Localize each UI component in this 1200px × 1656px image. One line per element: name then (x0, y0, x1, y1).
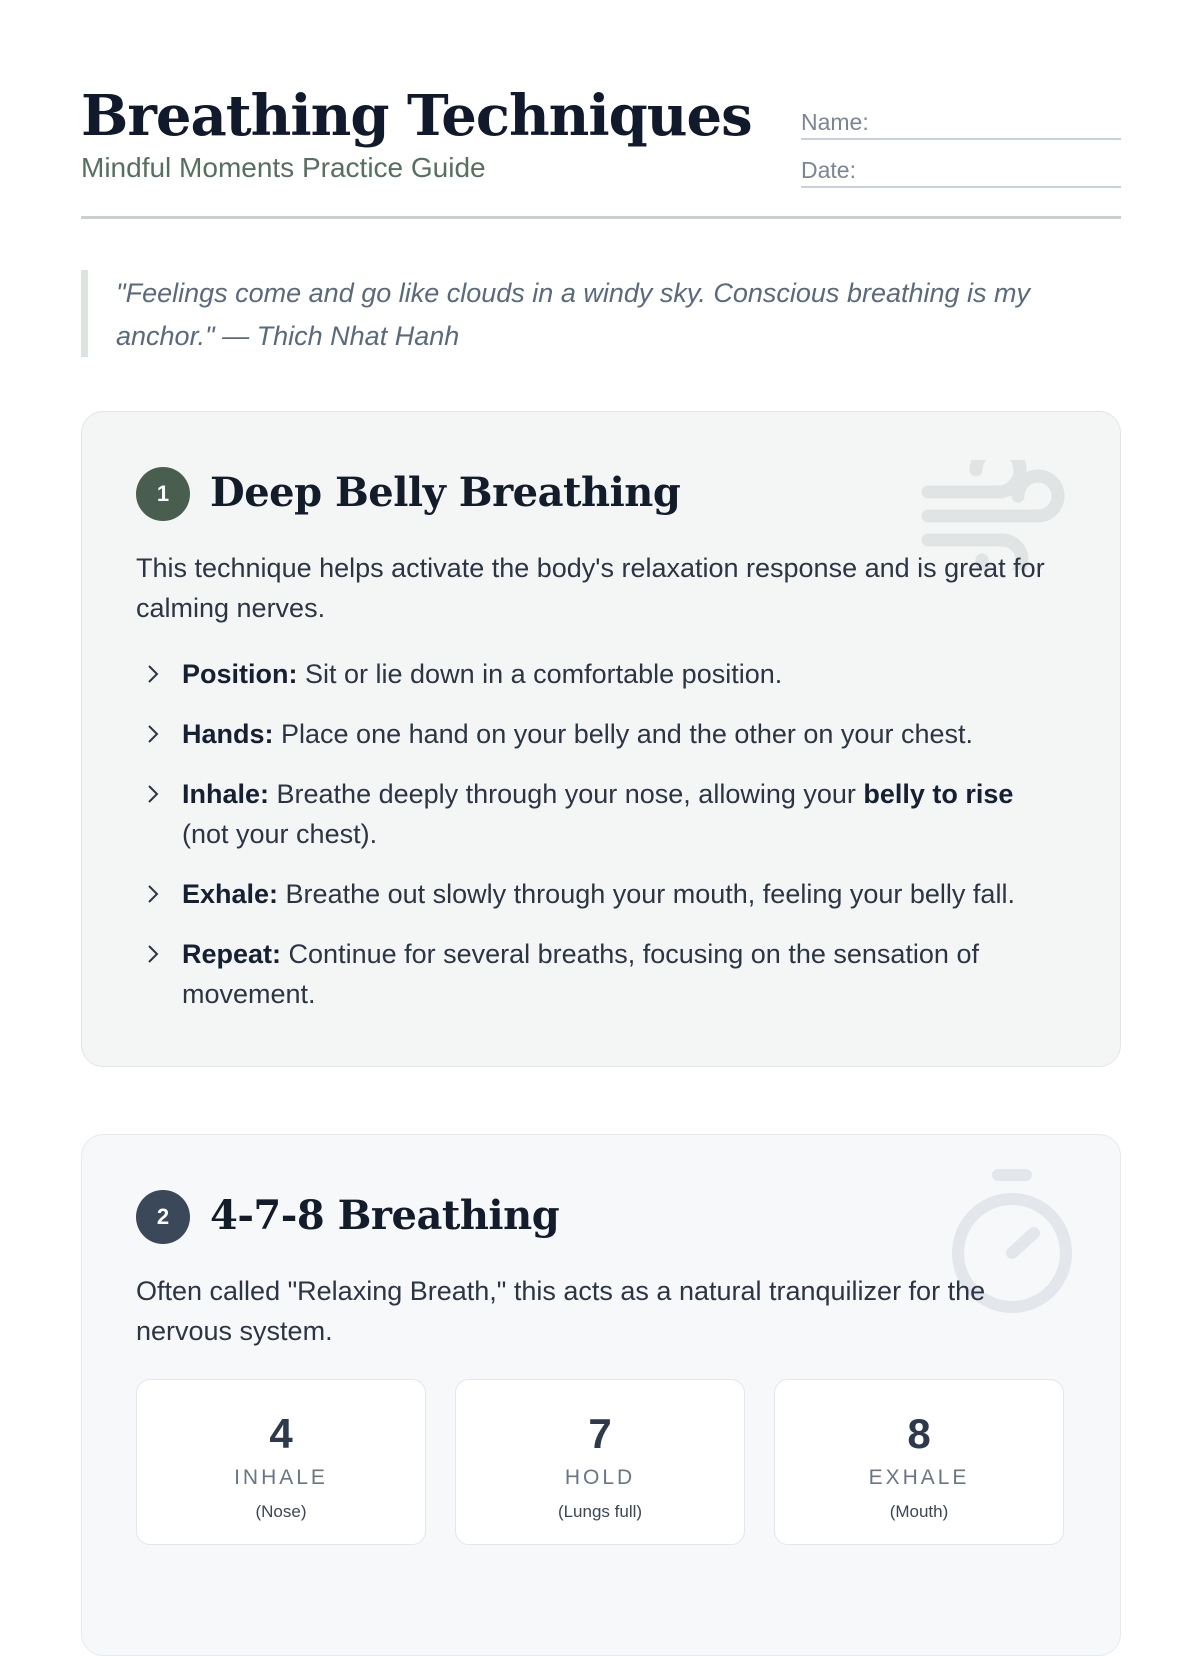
chevron-right-icon (146, 884, 160, 904)
step-number-badge: 2 (136, 1190, 190, 1244)
list-item (136, 874, 1056, 914)
page-subtitle: Mindful Moments Practice Guide (81, 152, 486, 183)
inhale-box (136, 1379, 426, 1545)
instruction-list (136, 654, 1056, 1014)
step-emphasis: belly to rise (863, 779, 1014, 809)
technique-card-deep-belly (81, 411, 1121, 1067)
exhale-label: EXHALE (868, 1466, 970, 1489)
technique-card-4-7-8 (81, 1134, 1121, 1656)
technique-description: Often called "Relaxing Breath," this acts as a natural tranquilizer for the nervous system. (136, 1276, 986, 1346)
step-text: Breathe deeply through your nose, allowing your (269, 779, 864, 809)
inhale-sub: (Nose) (255, 1502, 307, 1521)
hold-label: HOLD (564, 1466, 636, 1489)
page-title: Breathing Techniques (81, 83, 752, 149)
technique-title: 4-7-8 Breathing (210, 1192, 560, 1239)
header (81, 0, 1121, 219)
step-label: Inhale: (182, 779, 270, 809)
step-text: Breathe out slowly through your mouth, feeling your belly fall. (278, 879, 1015, 909)
step-text: Place one hand on your belly and the other on your chest. (273, 719, 973, 749)
technique-description: This technique helps activate the body's relaxation response and is great for calming nerves. (136, 553, 1045, 623)
list-item (136, 774, 1056, 854)
date-label: Date: (801, 157, 856, 183)
quote-text: "Feelings come and go like clouds in a windy sky. Conscious breathing is my anchor." — Thich Nhat Hanh (116, 278, 1031, 351)
step-text: Sit or lie down in a comfortable position. (297, 659, 783, 689)
exhale-sub: (Mouth) (889, 1502, 949, 1521)
step-label: Repeat: (182, 939, 282, 969)
list-item (136, 714, 1056, 754)
name-label: Name: (801, 109, 869, 135)
hold-count: 7 (588, 1410, 612, 1457)
step-label: Hands: (182, 719, 274, 749)
chevron-right-icon (146, 784, 160, 804)
quote-block (81, 270, 1128, 357)
chevron-right-icon (146, 724, 160, 744)
technique-title: Deep Belly Breathing (210, 469, 681, 516)
hold-box (455, 1379, 745, 1545)
date-field[interactable] (801, 148, 1121, 188)
inhale-label: INHALE (234, 1466, 328, 1489)
inhale-count: 4 (269, 1410, 293, 1457)
chevron-right-icon (146, 664, 160, 684)
step-text: Continue for several breaths, focusing on the sensation of movement. (182, 939, 979, 1009)
hold-sub: (Lungs full) (557, 1502, 643, 1521)
exhale-box (774, 1379, 1064, 1545)
name-field[interactable] (801, 100, 1121, 140)
step-number-badge: 1 (136, 467, 190, 521)
chevron-right-icon (146, 944, 160, 964)
step-label: Position: (182, 659, 298, 689)
list-item (136, 934, 1056, 1014)
exhale-count: 8 (907, 1410, 931, 1457)
worksheet-page (81, 0, 1121, 1521)
step-label: Exhale: (182, 879, 279, 909)
step-text: (not your chest). (182, 819, 378, 849)
list-item (136, 654, 1056, 694)
